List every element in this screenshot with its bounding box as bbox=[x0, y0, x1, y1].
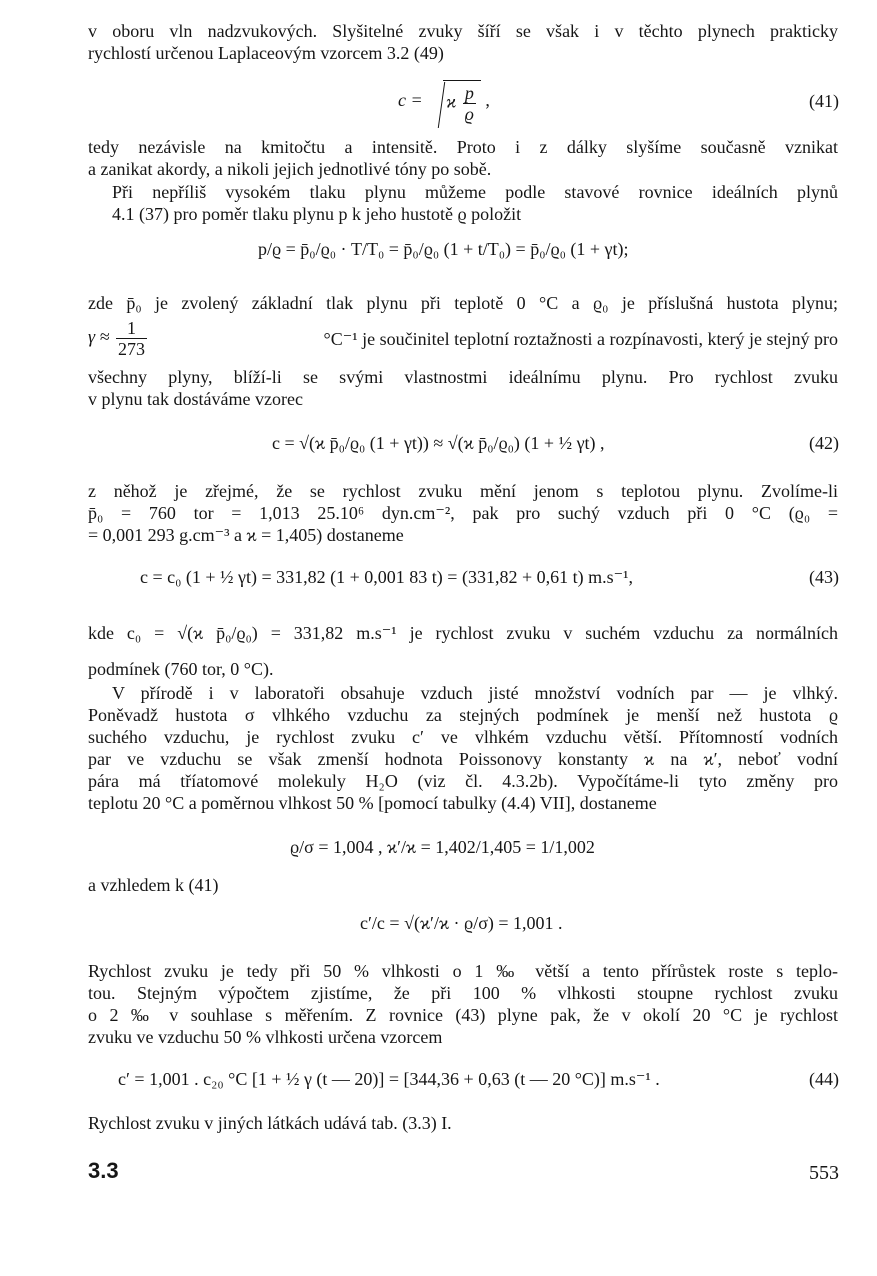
paragraph-all-gases: všechny plyny, blíží-li se svými vlastnostmi ideálnímu plynu. Pro rychlost zvuku v plynu tak dostáváme vzorec bbox=[88, 367, 838, 409]
paragraph-with-respect: a vzhledem k (41) bbox=[88, 875, 219, 895]
equation-number-41: (41) bbox=[809, 91, 839, 111]
paragraph-other-substances: Rychlost zvuku v jiných látkách udává tab. (3.3) I. bbox=[88, 1113, 452, 1133]
section-number: 3.3 bbox=[88, 1158, 119, 1183]
equation-ratios: ϱ/σ = 1,004 , ϰ′/ϰ = 1,402/1,405 = 1/1,002 bbox=[290, 837, 595, 857]
equation-42: c = √(ϰ p̄₀/ϱ₀ (1 + γt)) ≈ √(ϰ p̄₀/ϱ₀) (1 + ½ γt) , bbox=[272, 433, 605, 453]
equation-number-44: (44) bbox=[809, 1069, 839, 1089]
equation-number-42: (42) bbox=[809, 433, 839, 453]
gamma-definition-line: γ ≈ $\frac{1}{273}$ °C⁻¹ je součinitel teplotní roztažnosti a rozpínavosti, který je stejný pro bbox=[88, 318, 838, 359]
page-number: 553 bbox=[809, 1162, 839, 1184]
equation-43: c = c₀ (1 + ½ γt) = 331,82 (1 + 0,001 83 t) = (331,82 + 0,61 t) m.s⁻¹, bbox=[140, 567, 633, 587]
paragraph-definitions: zde p̄₀ je zvolený základní tlak plynu při teplotě 0 °C a ϱ₀ je příslušná hustota plynu; bbox=[88, 293, 838, 313]
paragraph-humidity-result: Rychlost zvuku je tedy při 50 % vlhkosti o 1 ‰ větší a tento přírůstek roste s teplo- tou. Stejným výpočtem zjistíme, že při 100 % vlhkosti stoupne rychlost zvuku o 2 ‰ v souhlase s měřením. Z rovnice (43) plyne pak, že v okolí 20 °C je rychlost zvuku ve vzduchu 50 % vlhkosti určena vzorcem bbox=[88, 961, 838, 1047]
equation-c-prime-ratio: c′/c = √(ϰ′/ϰ · ϱ/σ) = 1,001 . bbox=[360, 913, 563, 933]
equation-state: p/ϱ = p̄₀/ϱ₀ · T/T₀ = p̄₀/ϱ₀ (1 + t/T₀) = p̄₀/ϱ₀ (1 + γt); bbox=[258, 239, 629, 259]
equation-number-43: (43) bbox=[809, 567, 839, 587]
paragraph-normal-conditions: kde c₀ = √(ϰ p̄₀/ϱ₀) = 331,82 m.s⁻¹ je rychlost zvuku v suchém vzduchu za normálních bbox=[88, 623, 838, 643]
paragraph-conditions-end: podmínek (760 tor, 0 °C). bbox=[88, 659, 274, 679]
paragraph-independence: tedy nezávisle na kmitočtu a intensitě. Proto i z dálky slyšíme současně vznikat a zanikat akordy, a nikoli jejich jednotlivé tóny po sobě. bbox=[88, 137, 838, 179]
paragraph-intro: v oboru vln nadzvukových. Slyšitelné zvuky šíří se však i v těchto plynech prakticky rychlostí určenou Laplaceovým vzorcem 3.2 (49) bbox=[88, 21, 838, 63]
paragraph-humid-air-cont: Poněvadž hustota σ vlhkého vzduchu za stejných podmínek je menší než hustota ϱ suchého vzduchu, je rychlost zvuku c′ ve vlhkém vzduchu větší. Přítomností vodních par ve vzduchu se však zmenší hodnota Poissonovy konstanty ϰ na ϰ′, neboť vodní pára má tříatomové molekuly H₂O (viz čl. 4.3.2b). Vypočítáme-li tyto změny pro teplotu 20 °C a poměrnou vlhkost 50 % [pomocí tabulky (4.4) VII], dostaneme bbox=[88, 705, 838, 813]
paragraph-dry-air: z něhož je zřejmé, že se rychlost zvuku mění jenom s teplotou plynu. Zvolíme-li p̄₀ = 760 tor = 1,013 25.10⁶ dyn.cm⁻², pak pro suchý vzduch při 0 °C (ϱ₀ = = 0,001 293 g.cm⁻³ a ϰ = 1,405) dostaneme bbox=[88, 481, 838, 545]
paragraph-state-equation: Při nepříliš vysokém tlaku plynu můžeme podle stavové rovnice ideálních plynů 4.1 (37) pro poměr tlaku plynu p k jeho hustotě ϱ položit bbox=[112, 182, 838, 224]
paragraph-humid-air: V přírodě i v laboratoři obsahuje vzduch jisté množství vodních par — je vlhký. bbox=[112, 683, 838, 703]
equation-41: c = ϰ $\frac{p}{ϱ}$ , bbox=[398, 80, 490, 124]
equation-44: c′ = 1,001 . c₂₀ °C [1 + ½ γ (t — 20)] = [344,36 + 0,63 (t — 20 °C)] m.s⁻¹ . bbox=[118, 1069, 660, 1089]
